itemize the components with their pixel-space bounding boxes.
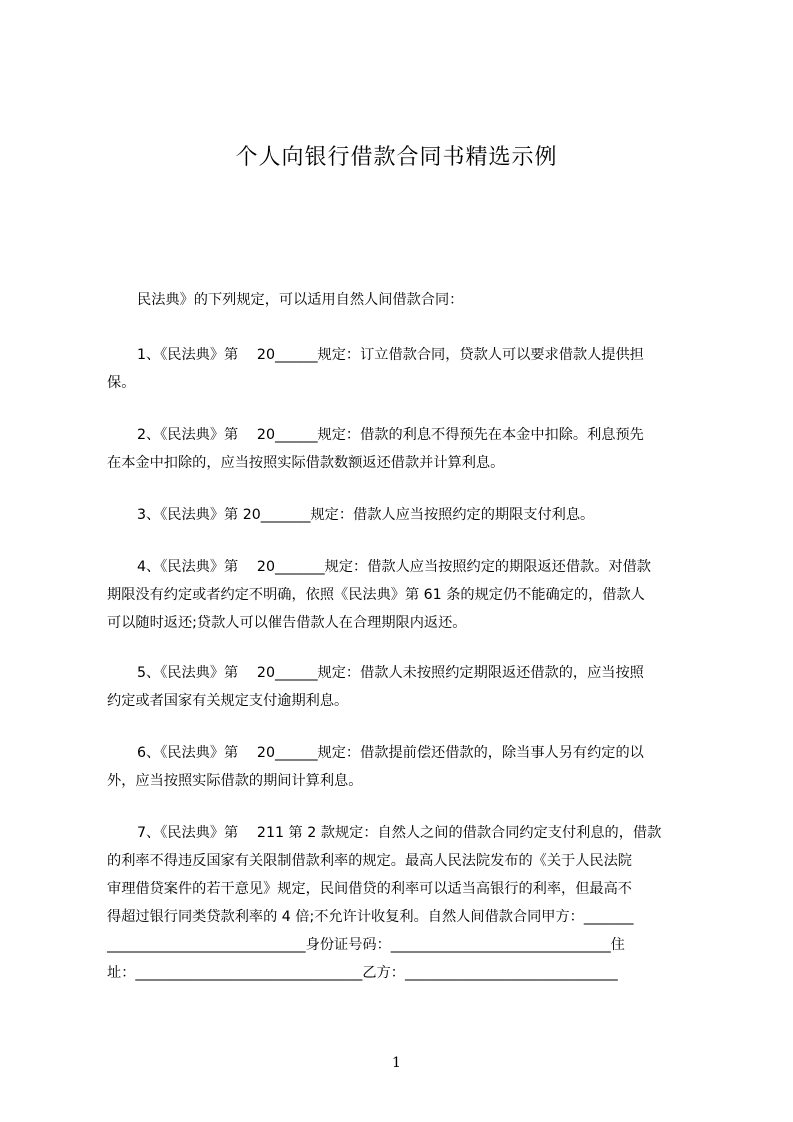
clause-4 bbox=[107, 553, 702, 637]
clause-line: 审理借贷案件的若干意见》规定，民间借贷的利率可以适当高银行的利率，但最高不 bbox=[107, 881, 632, 897]
clause-line: 得超过银行同类贷款利率的 4 倍;不允许计收复利。自然人间借款合同甲方：_______ bbox=[107, 909, 634, 925]
intro-line: 民法典》的下列规定，可以适用自然人间借款合同： bbox=[137, 292, 464, 308]
clause-2 bbox=[107, 421, 702, 477]
intro-paragraph bbox=[107, 286, 702, 314]
clause-line: 3、《民法典》第 20_______规定：借款人应当按照约定的期限支付利息。 bbox=[137, 507, 595, 523]
clause-5 bbox=[107, 659, 702, 715]
clause-line: 1、《民法典》第 20______规定：订立借款合同，贷款人可以要求借款人提供担 bbox=[137, 347, 644, 363]
clause-line: 址：________________________________乙方：______________________________ bbox=[107, 965, 618, 981]
clause-line: 7、《民法典》第 211 第 2 款规定：自然人之间的借款合同约定支付利息的，借款 bbox=[137, 825, 662, 841]
clause-line: 可以随时返还;贷款人可以催告借款人在合理期限内返还。 bbox=[107, 615, 467, 631]
clause-line: 保。 bbox=[107, 375, 136, 391]
clause-7 bbox=[107, 819, 702, 987]
clause-line: 4、《民法典》第 20_______规定：借款人应当按照约定的期限返还借款。对借款 bbox=[137, 559, 651, 575]
clause-line: 的利率不得违反国家有关限制借款利率的规定。最高人民法院发布的《关于人民法院 bbox=[107, 853, 632, 869]
page-number: 1 bbox=[392, 1055, 401, 1071]
clause-line: 外，应当按照实际借款的期间计算利息。 bbox=[107, 773, 363, 789]
clause-3 bbox=[107, 501, 702, 529]
clause-line: ____________________________身份证号码：_______________________________住 bbox=[107, 937, 625, 953]
clause-line: 2、《民法典》第 20______规定：借款的利息不得预先在本金中扣除。利息预先 bbox=[137, 427, 644, 443]
document-title: 个人向银行借款合同书精选示例 bbox=[235, 145, 558, 170]
clause-line: 在本金中扣除的，应当按照实际借款数额返还借款并计算利息。 bbox=[107, 455, 505, 471]
clause-6 bbox=[107, 739, 702, 795]
clause-line: 期限没有约定或者约定不明确，依照《民法典》第 61 条的规定仍不能确定的，借款人 bbox=[107, 587, 645, 603]
clause-1 bbox=[107, 341, 702, 397]
clause-line: 约定或者国家有关规定支付逾期利息。 bbox=[107, 693, 349, 709]
clause-line: 6、《民法典》第 20______规定：借款提前偿还借款的，除当事人另有约定的以 bbox=[137, 745, 644, 761]
clause-line: 5、《民法典》第 20______规定：借款人未按照约定期限返还借款的，应当按照 bbox=[137, 665, 644, 681]
